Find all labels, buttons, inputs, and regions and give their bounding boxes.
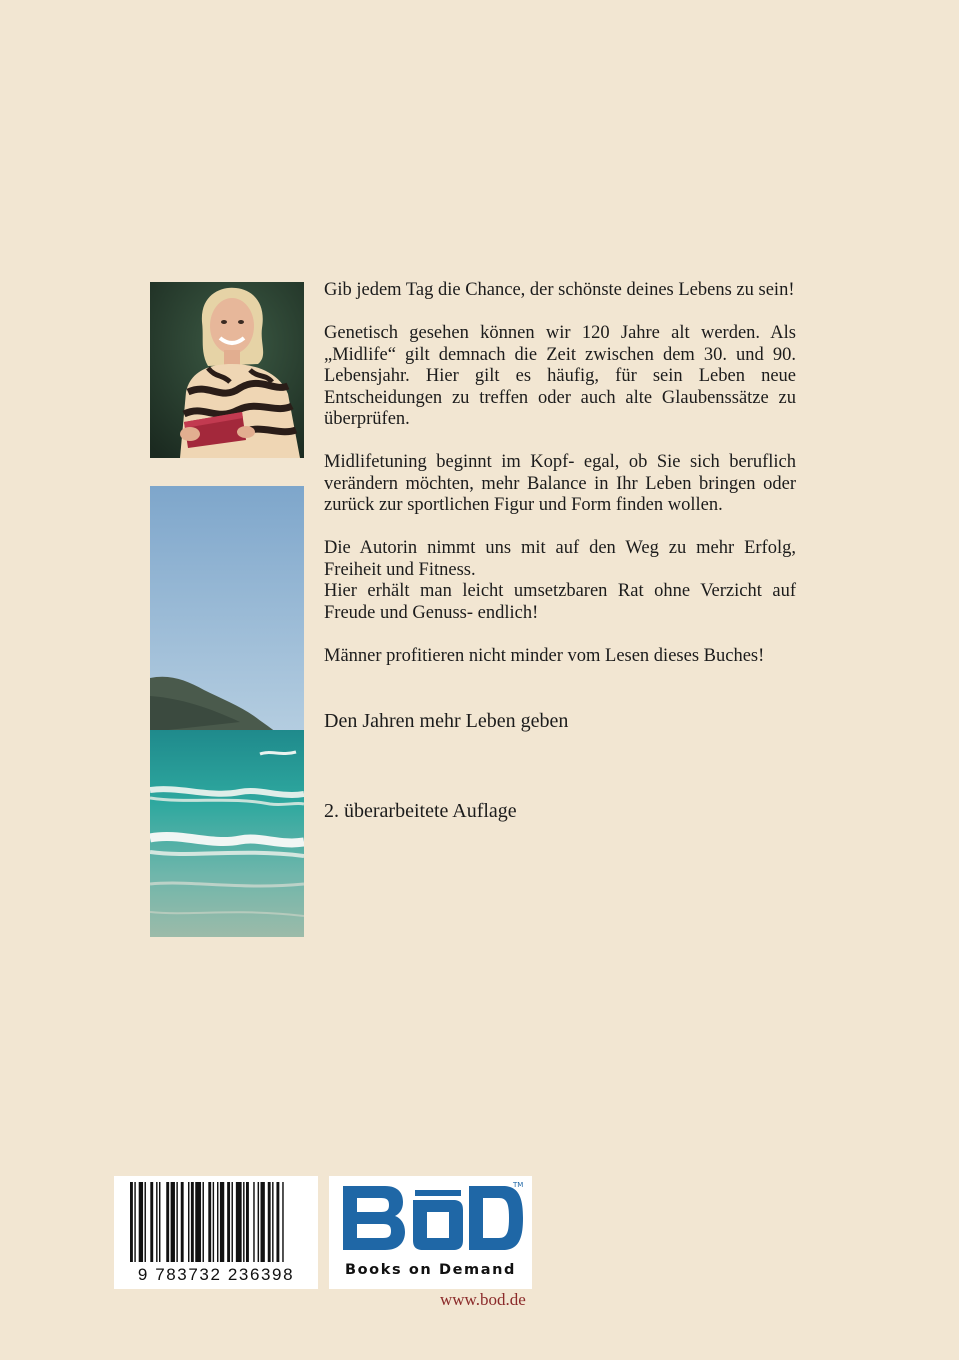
barcode-bar [253, 1182, 254, 1262]
barcode-bar [139, 1182, 143, 1262]
trademark-sign: TM [513, 1181, 524, 1189]
blurb-paragraph: Hier erhält man leicht umsetzbaren Rat ohne Verzicht auf Freude und Genuss- endlich! [324, 581, 796, 623]
barcode-bar [236, 1182, 242, 1262]
barcode-bar [176, 1182, 177, 1262]
isbn-barcode [114, 1176, 318, 1289]
barcode-bar [181, 1182, 184, 1262]
barcode-bar [282, 1182, 283, 1262]
barcode-bar [276, 1182, 279, 1262]
barcode-bar [156, 1182, 157, 1262]
blurb-paragraph: Männer profitieren nicht minder vom Lesen dieses Buches! [324, 645, 765, 666]
isbn-digits: 9 783732 236398 [137, 1265, 295, 1284]
publisher-logo [329, 1176, 532, 1289]
barcode-bar [261, 1182, 265, 1262]
barcode-bar [191, 1182, 194, 1262]
sea-photo-graphic [150, 486, 304, 937]
barcode-bar [227, 1182, 230, 1262]
barcode-bar [145, 1182, 146, 1262]
blurb [324, 280, 796, 689]
barcode-bar [195, 1182, 201, 1262]
blurb-paragraph: Die Autorin nimmt uns mit auf den Weg zu mehr Erfolg, Freiheit und Fitness. [324, 538, 796, 580]
blurb-paragraph: Midlifetuning beginnt im Kopf- egal, ob Sie sich beruflich verändern möchten, mehr Balance in Ihr Leben bringen oder zurück zur sportlichen Figur und Form finden wollen. [324, 452, 796, 515]
blurb-headline: Gib jedem Tag die Chance, der schönste deines Lebens zu sein! [324, 280, 795, 300]
barcode-bar [171, 1182, 175, 1262]
publisher-name: Books on Demand [344, 1262, 517, 1278]
barcode-bar [208, 1182, 211, 1262]
barcode-bar [258, 1182, 259, 1262]
barcode-bars [114, 1176, 318, 1266]
barcode-bar [188, 1182, 189, 1262]
barcode-bar [268, 1182, 271, 1262]
barcode-bar [130, 1182, 133, 1262]
barcode-bar [213, 1182, 214, 1262]
barcode-bar [134, 1182, 135, 1262]
barcode-bar [203, 1182, 204, 1262]
tagline: Den Jahren mehr Leben geben [324, 710, 569, 732]
barcode-bar [246, 1182, 249, 1262]
barcode-bar [243, 1182, 244, 1262]
barcode-bar [232, 1182, 233, 1262]
barcode-bar [166, 1182, 169, 1262]
barcode-bar [217, 1182, 218, 1262]
author-photo [150, 282, 304, 458]
barcode-bar [159, 1182, 160, 1262]
blurb-paragraph: Genetisch gesehen können wir 120 Jahre alt werden. Als „Midlife“ gilt demnach die Zeit zwischen dem 30. und 90. Lebensjahr. Hier gilt es häufig, für sein Leben neue Entscheidungen zu treffen oder auch alte Glaubenssätze zu überprüfen. [324, 323, 796, 429]
barcode-bar [220, 1182, 224, 1262]
edition-note: 2. überarbeitete Auflage [324, 800, 517, 822]
bod-logo-icon [329, 1176, 532, 1262]
barcode-bar [272, 1182, 273, 1262]
publisher-url[interactable]: www.bod.de [440, 1290, 526, 1309]
author-photo-graphic [150, 282, 304, 458]
sea-photo [150, 486, 304, 937]
barcode-bar [150, 1182, 153, 1262]
